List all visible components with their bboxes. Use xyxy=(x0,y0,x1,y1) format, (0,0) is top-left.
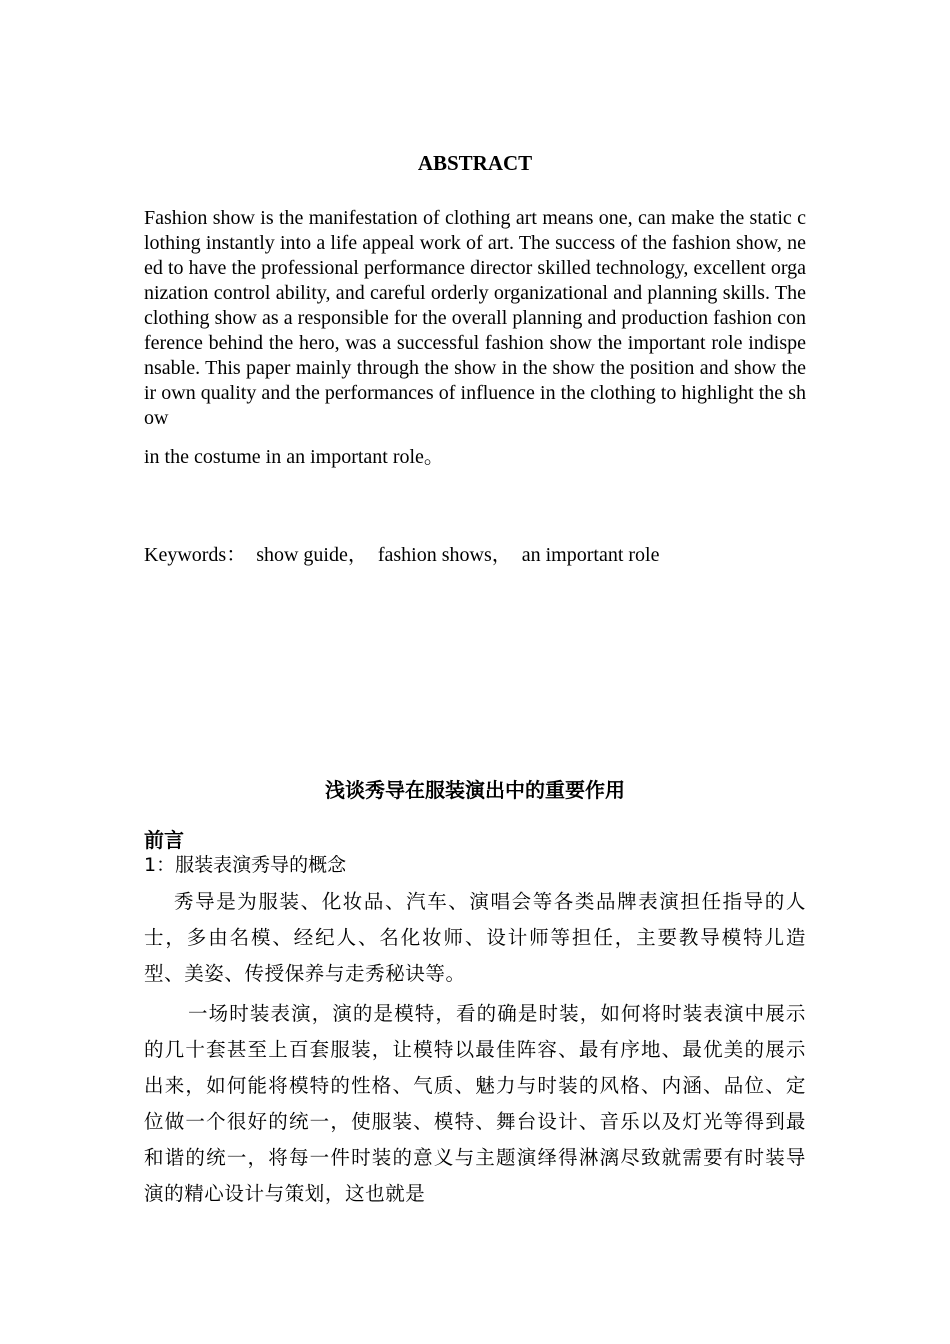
section-heading: 1：服装表演秀导的概念 xyxy=(144,854,347,876)
abstract-title: ABSTRACT xyxy=(417,151,533,175)
keywords-line: Keywords： show guide， fashion shows， an important role xyxy=(144,544,660,566)
chinese-title: 浅谈秀导在服装演出中的重要作用 xyxy=(325,778,625,802)
paragraph-2: 一场时装表演，演的是模特，看的确是时装，如何将时装表演中展示的几十套甚至上百套服装，让模特以最佳阵容、最有序地、最优美的展示出来，如何能将模特的性格、气质、魅力与时装的风格、内涵、品位、定位做一个很好的统一，使服装、模特、舞台设计、音乐以及灯光等得到最和谐的统一，将每一件时装的意义与主题演绎得淋漓尽致就需要有时装导演的精心设计与策划，这也就是 xyxy=(144,1002,806,1205)
abstract-body-text: Fashion show is the manifestation of clothing art means one, can make the static clothing instantly into a life appeal work of art. The success of the fashion show, need to have the professional performance director skilled technology, excellent organization control ability, and careful orderly organizational and planning skills. The clothing show as a responsible for the overall planning and production fashion conference behind the hero, was a successful fashion show the important role indispensable. This paper mainly through the show in the show the position and show their own quality and the performances of influence in the clothing to highlight the show xyxy=(144,207,806,429)
abstract-body-tail: in the costume in an important role。 xyxy=(144,446,444,468)
preface-heading: 前言 xyxy=(144,828,184,852)
abstract-body xyxy=(144,206,806,470)
paragraph-1: 秀导是为服装、化妆品、汽车、演唱会等各类品牌表演担任指导的人士，多由名模、经纪人、名化妆师、设计师等担任，主要教导模特儿造型、美姿、传授保养与走秀秘诀等。 xyxy=(144,890,806,985)
